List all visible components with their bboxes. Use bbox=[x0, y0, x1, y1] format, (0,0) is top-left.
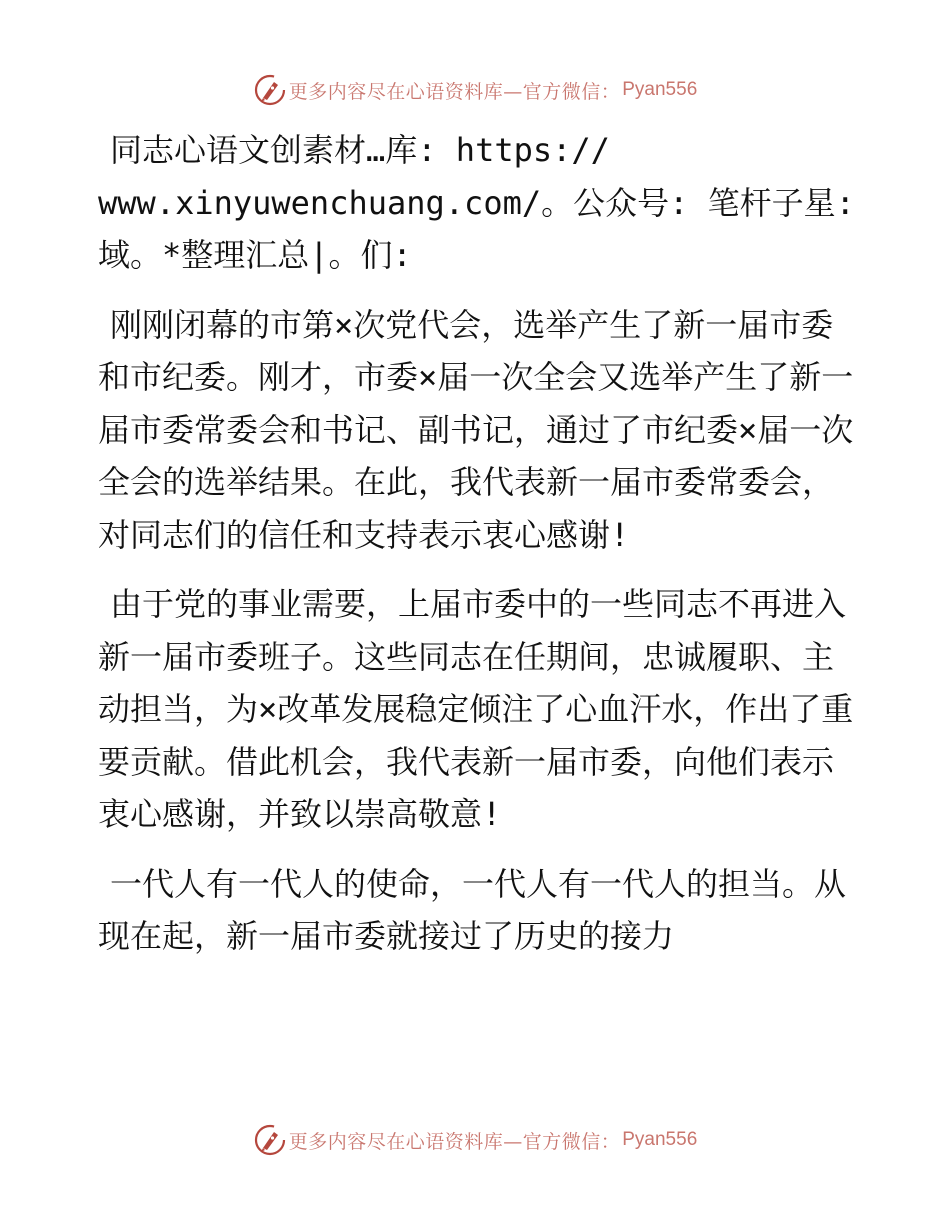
footer-banner-text: 更多内容尽在心语资料库—官方微信： bbox=[288, 1130, 621, 1153]
paragraph-2: 由于党的事业需要，上届市委中的一些同志不再进入新一届市委班子。这些同志在任期间，忠诚履职、主动担当，为×改革发展稳定倾注了心血汗水，作出了重要贡献。借此机会，我代表新一届市委，向他们表示衷心感谢，并致以崇高敬意! bbox=[98, 585, 854, 833]
intro-paragraph: 同志心语文创素材…库: https:// www.xinyuwenchuang.com/。公众号: 笔杆子星: 域。*整理汇总|。们: bbox=[98, 131, 855, 274]
pen-nib-seal-logo-icon bbox=[253, 1123, 287, 1157]
footer-banner bbox=[0, 1120, 950, 1160]
pen-nib-seal-logo-icon bbox=[253, 73, 287, 107]
header-wechat-id: Pyan556 bbox=[622, 79, 698, 100]
header-banner-text: 更多内容尽在心语资料库—官方微信： bbox=[288, 80, 621, 103]
paragraph-3: 一代人有一代人的使命，一代人有一代人的担当。从现在起，新一届市委就接过了历史的接力 bbox=[98, 864, 847, 955]
header-banner bbox=[0, 70, 950, 110]
footer-wechat-id: Pyan556 bbox=[622, 1129, 698, 1150]
paragraph-1: 刚刚闭幕的市第×次党代会，选举产生了新一届市委和市纪委。刚才，市委×届一次全会又选举产生了新一届市委常委会和书记、副书记，通过了市纪委×届一次全会的选举结果。在此，我代表新一届市委常委会，对同志们的信任和支持表示衷心感谢! bbox=[98, 305, 854, 554]
document-body bbox=[98, 124, 858, 963]
